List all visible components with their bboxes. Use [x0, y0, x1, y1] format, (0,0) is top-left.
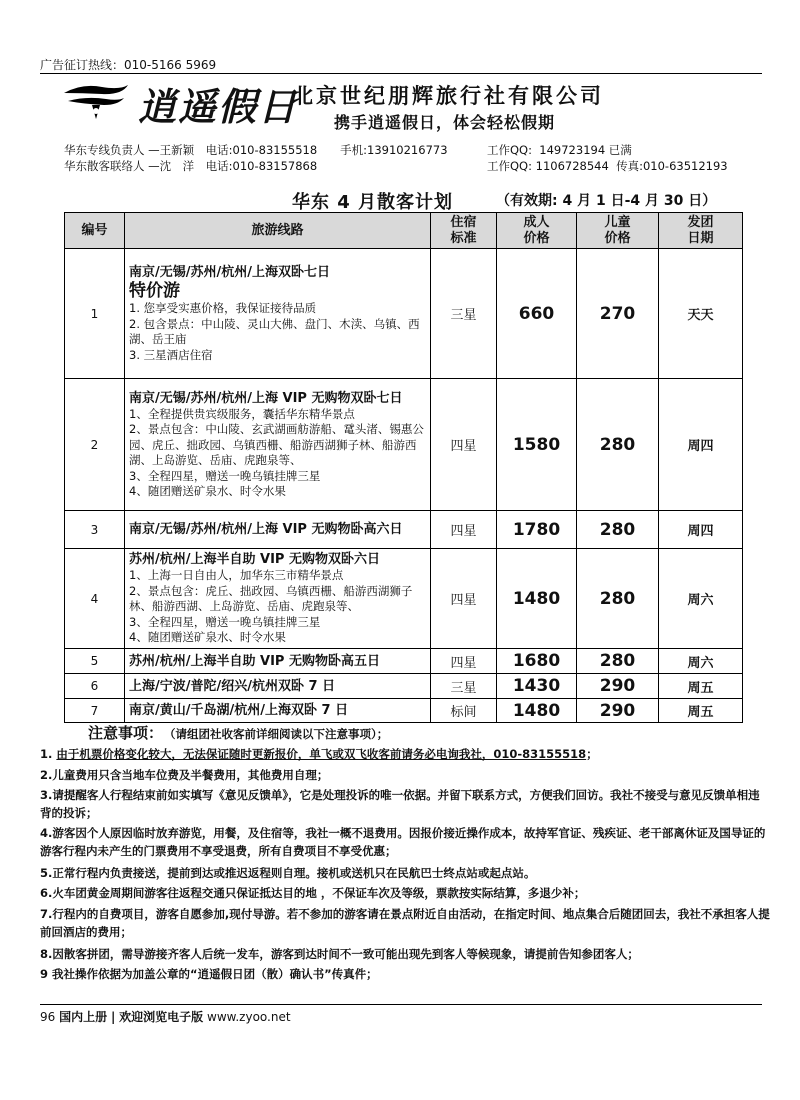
col-header-adult: 成人 价格 — [497, 213, 577, 249]
row-child-price: 290 — [577, 699, 659, 723]
route-detail: 3. 三星酒店住宿 — [129, 347, 213, 362]
row-route — [125, 549, 431, 649]
route-detail: 4、随团赠送矿泉水、时令水果 — [129, 484, 286, 498]
row-adult-price: 660 — [497, 249, 577, 379]
row-adult-price: 1480 — [497, 699, 577, 723]
row-no: 6 — [65, 674, 125, 699]
row-std: 标间 — [431, 699, 497, 723]
row-adult-price: 1480 — [497, 549, 577, 649]
note-item: 5.正常行程内负责接送，提前到达或推迟返程则自理。接机或送机只在民航巴士终点站或起点站。 — [40, 866, 536, 880]
table-row — [65, 549, 743, 649]
col-header-no: 编号 — [65, 213, 125, 249]
row-child-price: 280 — [577, 649, 659, 674]
route-detail: 4、随团赠送矿泉水、时令水果 — [129, 630, 286, 645]
row-route — [125, 649, 431, 674]
route-title: 南京/无锡/苏州/杭州/上海 VIP 无购物双卧七日 — [129, 390, 403, 406]
note-item: 4.游客因个人原因临时放弃游览，用餐，及住宿等，我社一概不退费用。因报价接近操作成本，故持军官证、残疾证、老干部离休证及国导证的游客行程内未产生的门票费用不享受退费，所有自费项目不享受优惠； — [40, 826, 766, 858]
contact-row1-right: 工作QQ: 149723194 已满 — [487, 143, 632, 157]
row-std: 三星 — [431, 674, 497, 699]
row-no: 2 — [65, 379, 125, 511]
row-adult-price: 1780 — [497, 511, 577, 549]
col-header-std: 住宿 标准 — [431, 213, 497, 249]
row-std: 四星 — [431, 379, 497, 511]
row-std: 四星 — [431, 549, 497, 649]
row-departure: 周五 — [659, 699, 743, 723]
notes-hint: （请组团社收客前详细阅读以下注意事项）； — [164, 727, 389, 741]
row-departure: 周五 — [659, 674, 743, 699]
note-item: 9 我社操作依据为加盖公章的“逍遥假日团（散）确认书”传真件； — [40, 967, 378, 981]
table-row — [65, 511, 743, 549]
footer-separator: | — [110, 1010, 116, 1024]
row-adult-price: 1580 — [497, 379, 577, 511]
route-detail: 1、上海一日自由人，加华东三市精华景点 — [129, 568, 344, 583]
header-divider — [40, 73, 762, 74]
route-title: 南京/黄山/千岛湖/杭州/上海双卧 7 日 — [129, 703, 349, 718]
contact-row2-left: 华东散客联络人 —沈 洋 电话:010-83157868 — [64, 159, 318, 173]
row-route — [125, 379, 431, 511]
route-title: 上海/宁波/普陀/绍兴/杭州双卧 7 日 — [129, 678, 336, 694]
col-header-child: 儿童 价格 — [577, 213, 659, 249]
row-no: 5 — [65, 649, 125, 674]
row-departure: 周六 — [659, 549, 743, 649]
route-detail: 3、全程四星，赠送一晚乌镇挂牌三星 — [129, 614, 321, 629]
contact-row2-right: 工作QQ: 1106728544 传真:010-63512193 — [487, 159, 728, 173]
row-no: 1 — [65, 249, 125, 379]
company-logo-icon — [62, 81, 130, 121]
footer-divider — [40, 1004, 762, 1005]
notes-heading: 注意事项： — [88, 724, 164, 742]
route-detail: 2、景点包含：虎丘、拙政园、乌镇西栅、船游西湖狮子林、船游西湖、上岛游览、岳庙、虎跑泉等、 — [129, 583, 413, 614]
note-item: 3.请提醒客人行程结束前如实填写《意见反馈单》，它是处理投诉的唯一依据。并留下联系方式，方便我们回访。我社不接受与意见反馈单相违背的投诉； — [40, 788, 760, 820]
route-subtitle: 特价游 — [129, 281, 180, 301]
note-item: 7.行程内的自费项目，游客自愿参加,现付导游。若不参加的游客请在景点附近自由活动，在指定时间、地点集合后随团回去，我社不承担客人提前回酒店的费用； — [40, 907, 770, 939]
table-row — [65, 674, 743, 699]
route-title: 苏州/杭州/上海半自助 VIP 无购物卧高五日 — [129, 653, 380, 669]
row-route — [125, 699, 431, 723]
note-item: 6.火车团黄金周期间游客往返程交通只保证抵达目的地 ，不保证车次及等级，票款按实际结算，多退少补； — [40, 886, 586, 900]
row-child-price: 290 — [577, 674, 659, 699]
row-no: 3 — [65, 511, 125, 549]
row-child-price: 280 — [577, 549, 659, 649]
route-title: 南京/无锡/苏州/杭州/上海 VIP 无购物卧高六日 — [129, 522, 403, 537]
row-child-price: 270 — [577, 249, 659, 379]
contact-row1-left: 华东专线负责人 —王新颖 电话:010-83155518 手机:13910216773 — [64, 143, 448, 157]
table-row — [65, 649, 743, 674]
page-footer — [40, 1008, 291, 1025]
company-name: 北京世纪朋辉旅行社有限公司 — [292, 84, 604, 108]
row-adult-price: 1680 — [497, 649, 577, 674]
footer-slogan: 欢迎浏览电子版 — [119, 1010, 204, 1024]
plan-validity: （有效期: 4 月 1 日-4 月 30 日） — [496, 193, 717, 209]
row-departure: 周六 — [659, 649, 743, 674]
table-row — [65, 699, 743, 723]
note-item: 8.因散客拼团，需导游接齐客人后统一发车，游客到达时间不一致可能出现先到客人等候现象，请提前告知参团客人； — [40, 947, 639, 961]
row-child-price: 280 — [577, 511, 659, 549]
row-route — [125, 511, 431, 549]
row-std: 四星 — [431, 511, 497, 549]
route-detail: 2、景点包含：中山陵、玄武湖画舫游船、鼋头渚、锡惠公园、虎丘、拙政园、乌镇西栅、船游西湖狮子林、船游西湖、上岛游览、岳庙、虎跑泉等、 — [129, 422, 424, 467]
row-departure: 周四 — [659, 379, 743, 511]
footer-section: 国内上册 — [59, 1010, 108, 1024]
col-header-dep: 发团 日期 — [659, 213, 743, 249]
row-child-price: 280 — [577, 379, 659, 511]
company-slogan: 携手逍遥假日，体会轻松假期 — [334, 113, 556, 132]
route-title: 苏州/杭州/上海半自助 VIP 无购物双卧六日 — [129, 552, 380, 568]
page-number: 96 — [40, 1010, 56, 1024]
note-item: 2.儿童费用只含当地车位费及半餐费用，其他费用自理； — [40, 768, 329, 782]
route-detail: 1、全程提供贵宾级服务，囊括华东精华景点 — [129, 406, 355, 421]
route-detail: 1. 您享受实惠价格，我保证接待品质 — [129, 301, 317, 315]
row-route — [125, 249, 431, 379]
route-title: 南京/无锡/苏州/杭州/上海双卧七日 — [129, 265, 330, 280]
row-no: 7 — [65, 699, 125, 723]
table-row — [65, 249, 743, 379]
row-std: 四星 — [431, 649, 497, 674]
row-departure: 周四 — [659, 511, 743, 549]
row-std: 三星 — [431, 249, 497, 379]
ad-hotline: 广告征订热线：010-5166 5969 — [40, 58, 217, 72]
row-route — [125, 674, 431, 699]
logo-wordmark: 逍遥假日 — [138, 84, 299, 129]
col-header-route: 旅游线路 — [125, 213, 431, 249]
table-header-row — [65, 213, 743, 249]
tour-plan-table — [64, 212, 743, 723]
route-detail: 3、全程四星，赠送一晚乌镇挂牌三星 — [129, 468, 321, 483]
row-departure: 天天 — [659, 249, 743, 379]
plan-title: 华东 4 月散客计划 — [292, 192, 454, 213]
note-item: 1. 由于机票价格变化较大，无法保证随时更新报价，单飞或双飞收客前请务必电询我社，010-83155518； — [40, 747, 598, 761]
table-row — [65, 379, 743, 511]
route-detail: 2. 包含景点：中山陵、灵山大佛、盘门、木渎、乌镇、西湖、岳王庙 — [129, 316, 420, 346]
row-adult-price: 1430 — [497, 674, 577, 699]
footer-url: www.zyoo.net — [207, 1010, 291, 1024]
row-no: 4 — [65, 549, 125, 649]
